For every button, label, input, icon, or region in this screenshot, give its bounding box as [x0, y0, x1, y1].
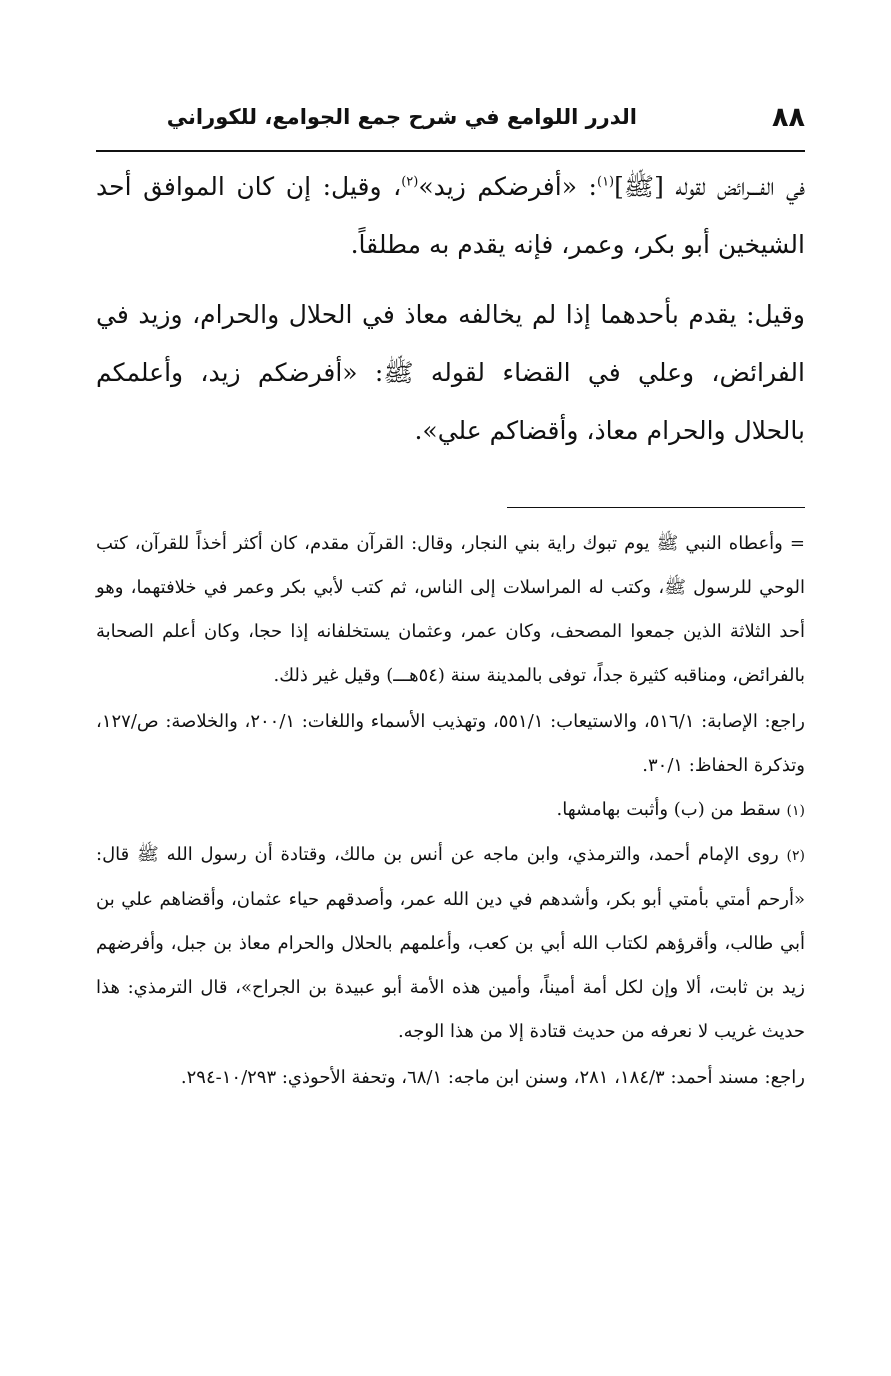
footnote-1-text: سقط من (ب) وأثبت بهامشها. [556, 799, 781, 820]
footnote-1 [96, 788, 805, 833]
paragraph-1-part-b: : «أفرضكم زيد» [418, 172, 597, 201]
footnote-2-references: راجع: مسند أحمد: ١٨٤/٣، ٢٨١، وسنن ابن ماجه: ٦٨/١، وتحفة الأحوذي: ١٠/٢٩٣-٢٩٤. [180, 1067, 805, 1088]
paragraph-1 [96, 158, 805, 274]
footnotes [96, 522, 805, 1100]
footnote-2 [96, 833, 805, 1054]
footnote-2-text: روى الإمام أحمد، والترمذي، وابن ماجه عن أنس بن مالك، وقتادة أن رسول الله ﷺ قال: «أرحم أمتي بأمتي أبو بكر، وأشدهم في دين الله عمر، وأصدقهم حياء عثمان، وأقضاهم علي بن أبي طالب، وأقرؤهم لكتاب الله أبي بن كعب، وأعلمهم بالحلال والحرام معاذ بن جبل، وأفرضهم زيد بن ثابت، ألا وإن لكل أمة أميناً، وأمين هذه الأمة أبو عبيدة بن الجراح»، قال الترمذي: هذا حديث غريب لا نعرفه من حديث قتادة إلا من هذا الوجه. [96, 844, 805, 1042]
footnote-2-mark: (٢) [786, 848, 805, 864]
header-rule [96, 150, 805, 152]
paragraph-1-part-a: في الفـــرائض لقوله [ﷺ] [614, 172, 806, 201]
running-title: الدرر اللوامع في شرح جمع الجوامع، للكوراني [166, 105, 637, 129]
footnote-continuation: = وأعطاه النبي ﷺ يوم تبوك راية بني النجار، وقال: القرآن مقدم، كان أكثر أخذاً للقرآن، كتب الوحي للرسول ﷺ، وكتب له المراسلات إلى الناس، ثم كتب لأبي بكر وعمر في خلافتهما، وهو أحد الثلاثة الذين جمعوا المصحف، وكان عمر، وعثمان يستخلفانه إذا حجا، وكان أعلم الصحابة بالفرائض، ومناقبه كثيرة جداً، توفى بالمدينة سنة (٥٤هـــ) وقيل غير ذلك. [96, 533, 805, 686]
footnote-separator [507, 507, 805, 508]
main-text [96, 158, 805, 460]
page-number: ٨٨ [772, 102, 805, 133]
paragraph-1-part-c: ، وقيل: إن كان الموافق أحد الشيخين أبو بكر، وعمر، فإنه يقدم به مطلقاً. [96, 172, 805, 259]
footnote-ref-2: (٢) [401, 174, 419, 190]
footnote-continuation-references: راجع: الإصابة: ٥١٦/١، والاستيعاب: ٥٥١/١، وتهذيب الأسماء واللغات: ٢٠٠/١، والخلاصة: ص/١٢٧، وتذكرة الحفاظ: ٣٠/١. [96, 711, 805, 776]
page-header [96, 100, 805, 146]
paragraph-2: وقيل: يقدم بأحدهما إذا لم يخالفه معاذ في الحلال والحرام، وزيد في الفرائض، وعلي في القضاء لقوله ﷺ: «أفرضكم زيد، وأعلمكم بالحلال والحرام معاذ، وأقضاكم علي». [96, 300, 805, 445]
footnote-ref-1: (١) [596, 174, 615, 190]
footnote-1-mark: (١) [786, 803, 805, 819]
